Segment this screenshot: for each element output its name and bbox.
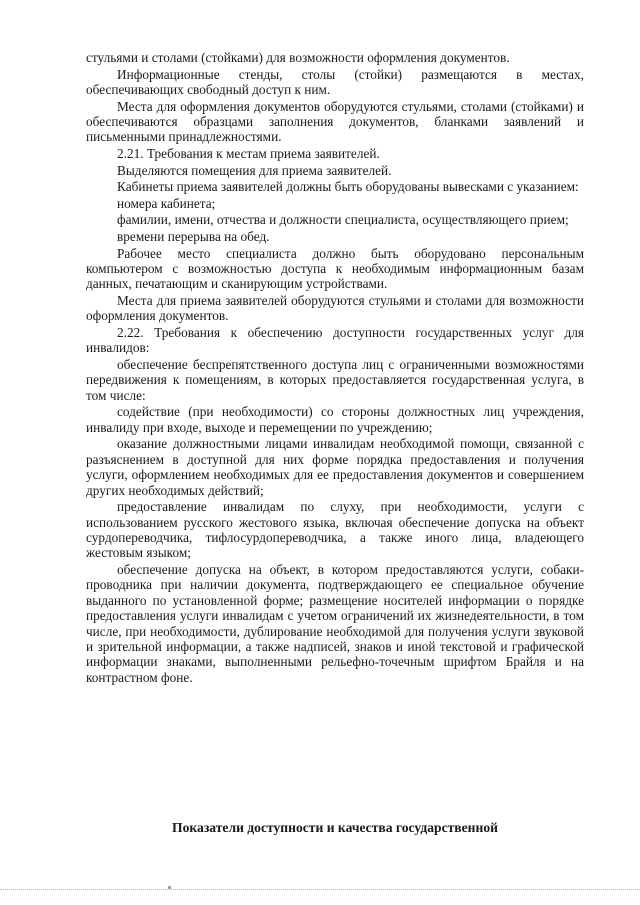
paragraph-reception-places: Места для приема заявителей оборудуются стульями и столами для возможности оформления документов. [86, 292, 584, 324]
paragraph-continuation: стульями и столами (стойками) для возможности оформления документов. [86, 50, 510, 65]
paragraph-assistance: содействие (при необходимости) со стороны должностных лиц учреждения, инвалиду при входе, выходе и перемещении по учреждению; [86, 404, 584, 435]
paragraph-info-stands: Информационные стенды, столы (стойки) размещаются в местах, обеспечивающих свободный доступ к ним. [86, 66, 584, 97]
list-item-office-number: номера кабинета; [117, 195, 216, 211]
paragraph-section-2-21: 2.21. Требования к местам приема заявителей. [117, 146, 380, 161]
paragraph-help-provision: оказание должностными лицами инвалидам необходимой помощи, связанной с разъяснением в доступной для них форме порядка предоставления и получения услуги, оформлением необходимых для ее предоставления документов и совершением других необходимых действий; [86, 436, 584, 498]
paragraph-workplace: Рабочее место специалиста должно быть оборудовано персональным компьютером с возможностью доступа к необходимым информационным базам данных, печатающим и сканирующим устройствами. [86, 245, 584, 292]
scan-edge-line [0, 889, 640, 891]
paragraph-office-signs: Кабинеты приема заявителей должны быть оборудованы вывесками с указанием: [117, 179, 579, 195]
document-body [86, 50, 584, 686]
paragraph-rooms-allocated: Выделяются помещения для приема заявителей. [117, 162, 392, 178]
scan-dust-mark [168, 886, 171, 889]
paragraph-document-places: Места для оформления документов оборудуются стульями, столами (стойками) и обеспечиваются образцами заполнения документов, бланками заявлений и письменными принадлежностями. [86, 98, 584, 145]
paragraph-section-2-22: 2.22. Требования к обеспечению доступности государственных услуг для инвалидов: [86, 324, 584, 356]
section-heading: Показатели доступности и качества государственной [172, 820, 498, 835]
paragraph-guide-dog: обеспечение допуска на объект, в котором предоставляются услуги, собаки-проводника при наличии документа, подтверждающего ее специальное обучение выданного по установленной форме; размещение носителей информации о порядке предоставления услуги инвалидам с учетом ограничений их жизнедеятельности, в том числе, при необходимости, дублирование необходимой для получения услуги звуковой и зрительной информации, а также надписей, знаков и иной текстовой и графической информации знаками, выполненными рельефно-точечным шрифтом Брайля и на контрастном фоне. [86, 562, 584, 685]
paragraph-unobstructed-access: обеспечение беспрепятственного доступа лиц с ограниченными возможностями передвижения к помещениям, в которых предоставляется государственная услуга, в том числе: [86, 356, 584, 403]
paragraph-sign-language: предоставление инвалидам по слуху, при необходимости, услуги с использованием русского жестового языка, включая обеспечение допуска на объект сурдопереводчика, тифлосурдопереводчика, а также иного лица, владеющего жестовым языком; [86, 499, 584, 561]
list-item-specialist-name: фамилии, имени, отчества и должности специалиста, осуществляющего прием; [117, 212, 569, 228]
list-item-lunch-break: времени перерыва на обед. [117, 228, 270, 244]
